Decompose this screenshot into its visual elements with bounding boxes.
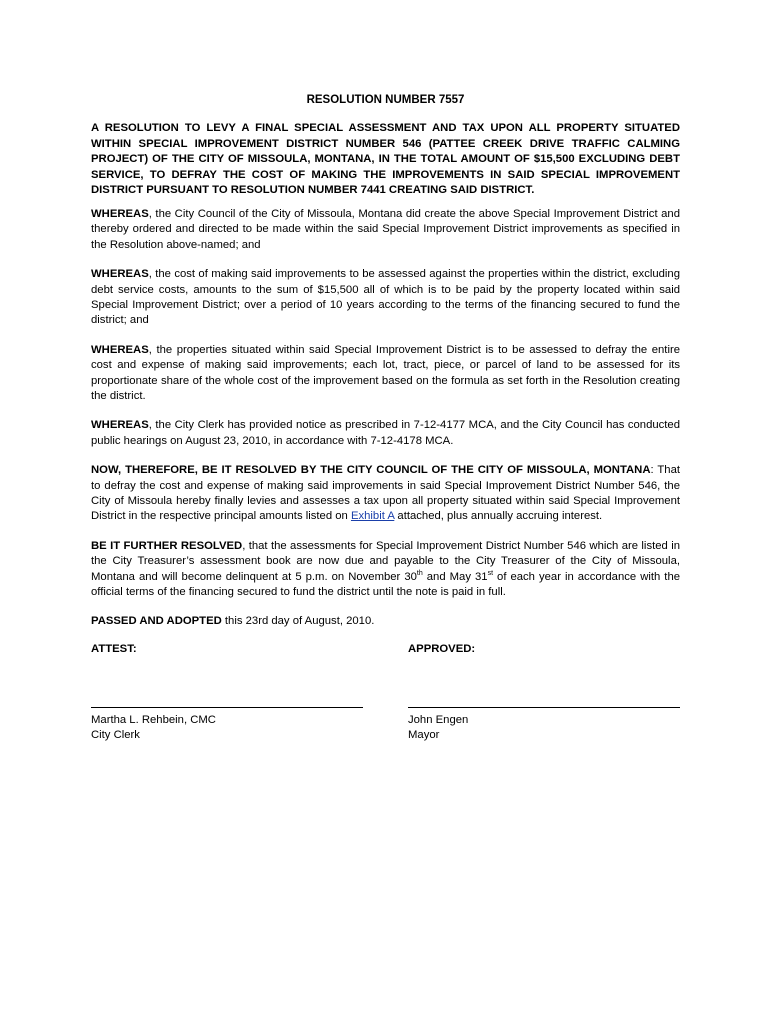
attest-signature-line [91, 707, 363, 708]
whereas-text: , the properties situated within said Special Improvement District is to be assessed to defray the entire cost and expense of making said improvements; each lot, tract, piece, or parcel of land to be assessed for its proportionate share of the whole cost of the improvement based on the formula as set forth in the Resolution creating the district. [91, 343, 680, 403]
whereas-paragraph-3 [91, 343, 680, 405]
whereas-lead: WHEREAS [91, 343, 149, 356]
further-resolved-paragraph [91, 539, 680, 601]
resolved-text-after: attached, plus annually accruing interest. [394, 510, 603, 523]
further-sup-2: st [487, 569, 494, 577]
passed-lead: PASSED AND ADOPTED [91, 614, 222, 627]
whereas-lead: WHEREAS [91, 419, 149, 432]
document-body [91, 94, 680, 744]
whereas-lead: WHEREAS [91, 268, 149, 281]
further-lead: BE IT FURTHER RESOLVED [91, 539, 243, 552]
whereas-paragraph-2 [91, 267, 680, 329]
approved-signature-line [408, 707, 680, 708]
attest-label: ATTEST: [91, 642, 137, 655]
further-text-3: of each year in accordance with the official terms of the financing secured to fund the district until the note is paid in full. [91, 570, 681, 599]
approved-label: APPROVED: [408, 642, 476, 655]
attest-block [91, 643, 363, 744]
resolution-subject: A RESOLUTION TO LEVY A FINAL SPECIAL ASSESSMENT AND TAX UPON ALL PROPERTY SITUATED WITHIN SPECIAL IMPROVEMENT DISTRICT NUMBER 546 (PATTEE CREEK DRIVE TRAFFIC CALMING PROJECT) OF THE CITY OF MISSOULA, MONTANA, IN THE TOTAL AMOUNT OF $15,500 EXCLUDING DEBT SERVICE, TO DEFRAY THE COST OF MAKING THE IMPROVEMENTS IN SAID SPECIAL IMPROVEMENT DISTRICT PURSUANT TO RESOLUTION NUMBER 7441 CREATING SAID DISTRICT. [91, 122, 680, 197]
whereas-paragraph-4 [91, 418, 680, 449]
approved-block [408, 643, 680, 744]
attest-role: City Clerk [91, 729, 140, 741]
resolved-text: : That to defray the cost and expense of making said improvements in said Special Improvement District Number 546, the City of Missoula hereby finally levies and assesses a tax upon all property situated within said Special Improvement District in the respective principal amounts listed on [91, 464, 680, 523]
passed-text: this 23rd day of August, 2010. [221, 614, 375, 627]
resolved-paragraph [91, 463, 680, 525]
resolution-title: RESOLUTION NUMBER 7557 [306, 94, 465, 106]
further-text-1: , that the assessments for Special Improvement District Number 546 which are listed in the City Treasurer’s assessment book are now due and payable to the City Treasurer of the City of Missoula, Montana and will become delinquent at 5 p.m. on November 30 [91, 539, 680, 583]
resolved-lead: NOW, THEREFORE, BE IT RESOLVED BY THE CITY COUNCIL OF THE CITY OF MISSOULA, MONTANA [91, 464, 651, 477]
whereas-lead: WHEREAS [91, 207, 149, 220]
attest-name: Martha L. Rehbein, CMC [91, 713, 216, 726]
approved-name: John Engen [408, 713, 469, 726]
whereas-text: , the City Council of the City of Missoula, Montana did create the above Special Improvement District and thereby ordered and directed to be made within the said Special Improvement District improvements as specified in the Resolution above-named; and [91, 207, 680, 251]
passed-adopted-line [91, 615, 680, 627]
further-sup-1: th [416, 569, 423, 577]
further-text-2: and May 31 [422, 570, 488, 583]
whereas-text: , the cost of making said improvements to be assessed against the properties within the district, excluding debt service costs, amounts to the sum of $15,500 all of which is to be paid by the property located within said Special Improvement District; over a period of 10 years according to the terms of the financing secured to fund the district; and [91, 268, 680, 327]
whereas-text: , the City Clerk has provided notice as prescribed in 7-12-4177 MCA, and the City Council has conducted public hearings on August 23, 2010, in accordance with 7-12-4178 MCA. [91, 419, 680, 447]
signature-row [91, 643, 680, 744]
approved-role: Mayor [408, 729, 440, 741]
whereas-paragraph-1 [91, 207, 680, 253]
exhibit-a-link[interactable]: Exhibit A [350, 510, 395, 523]
